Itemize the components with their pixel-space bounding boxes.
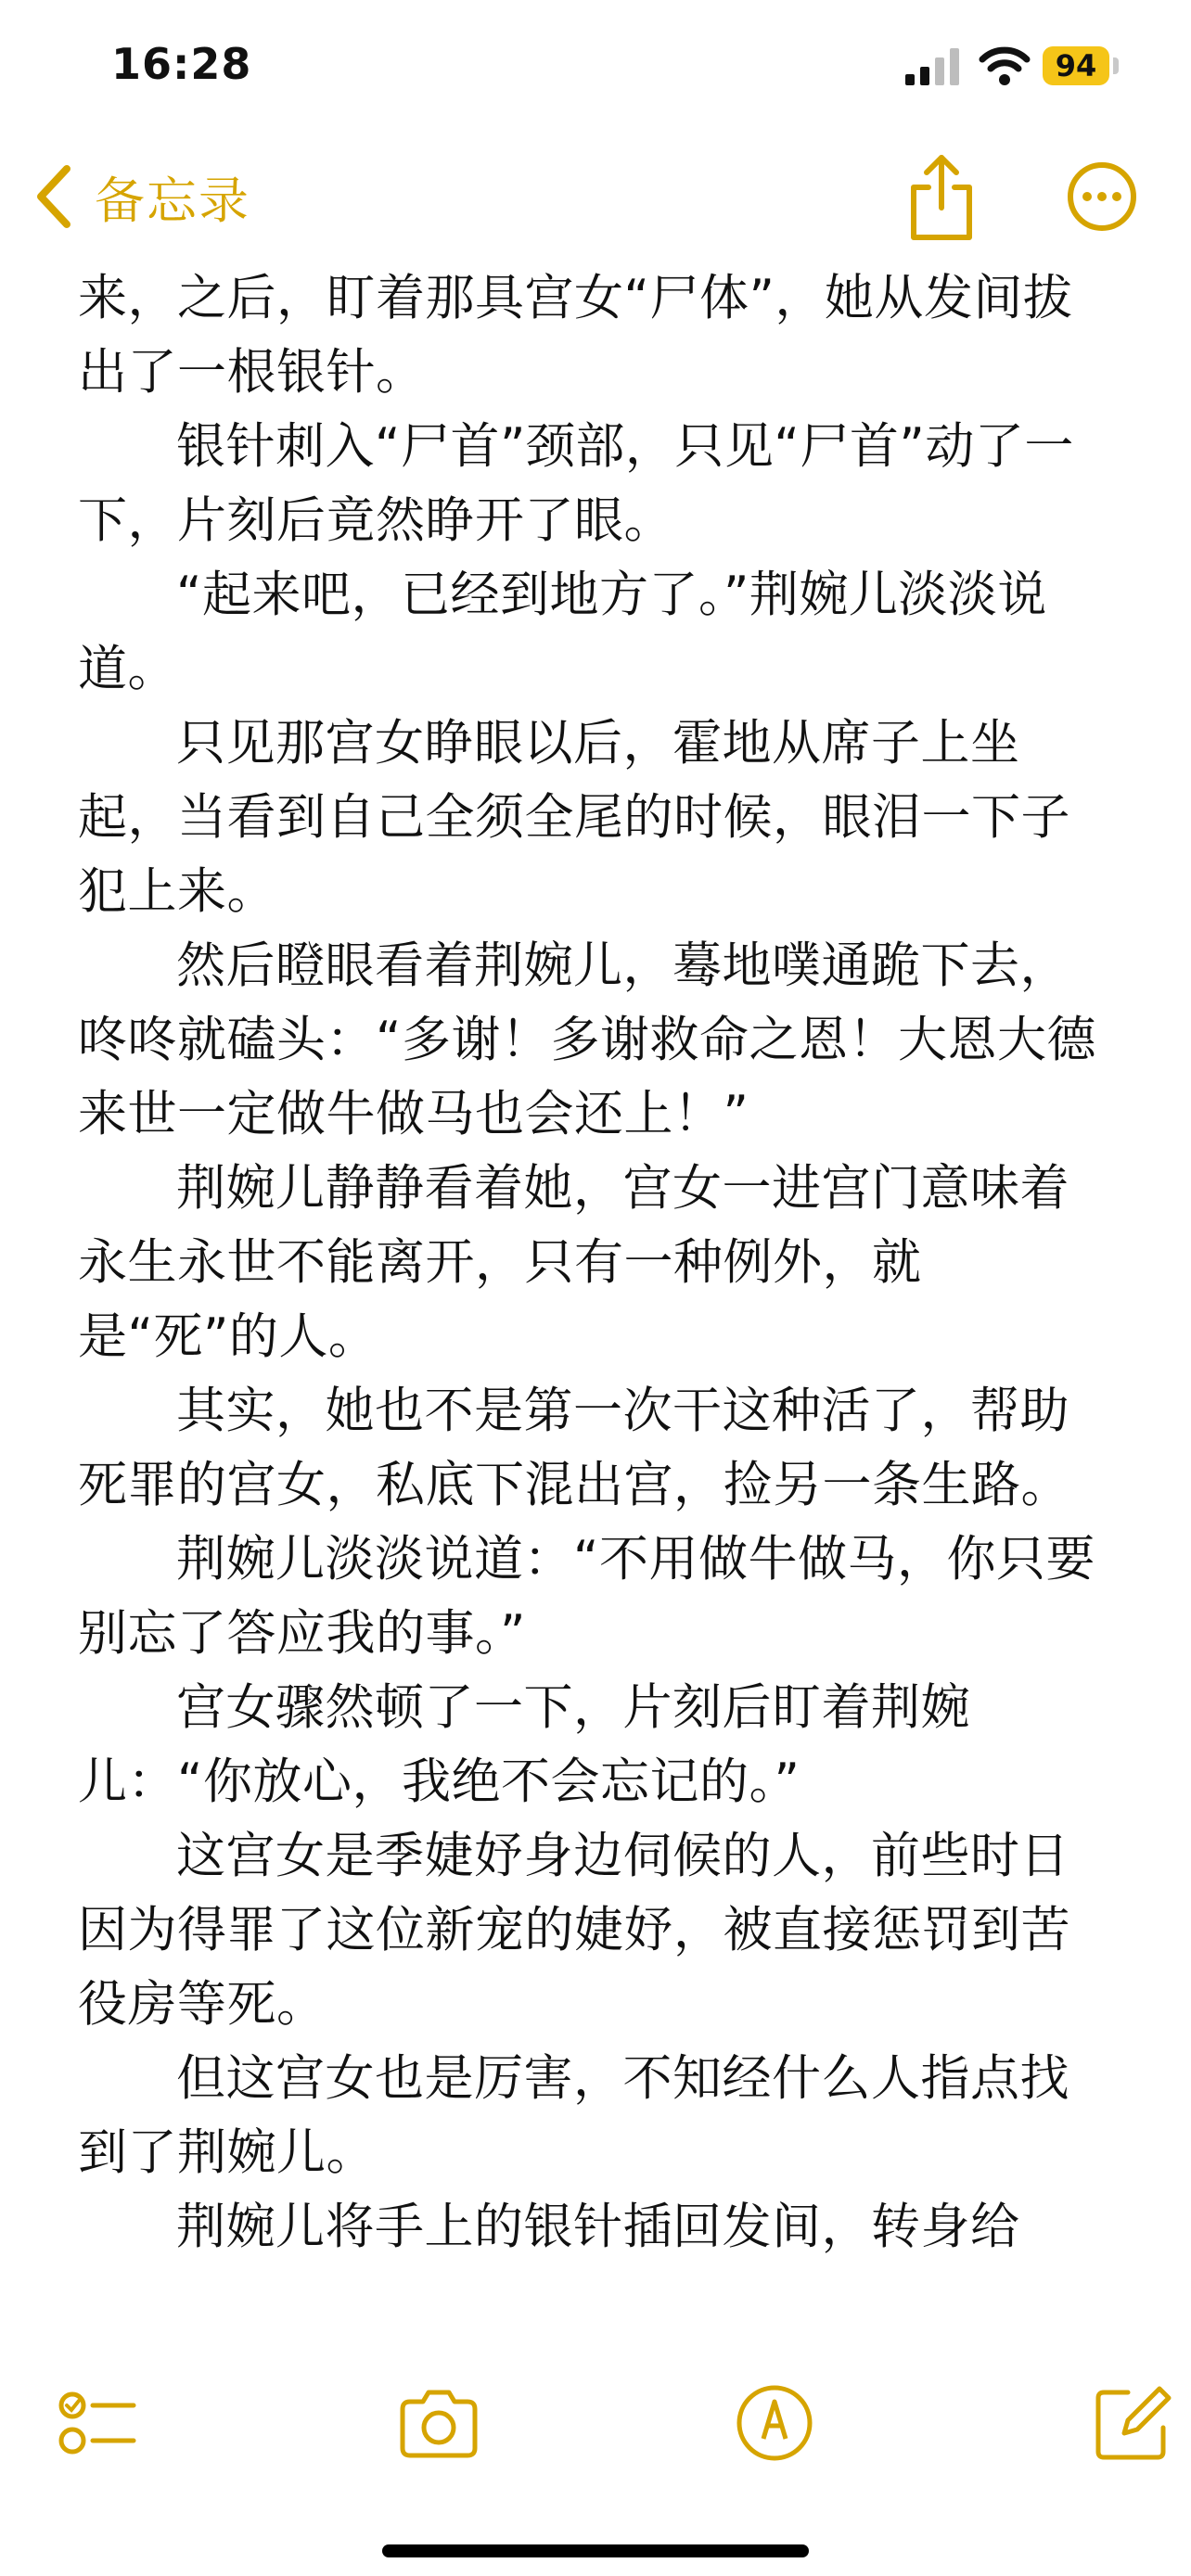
navigation-bar [0,139,1191,260]
scrolled-text-below [78,2337,1117,2576]
note-body[interactable] [78,261,1117,2346]
home-indicator [382,2544,809,2557]
note-paragraph: 荆婉儿静静看着她，宫女一进宫门意味着永生永世不能离开，只有一种例外，就是“死”的人。 [78,1160,1069,1365]
note-paragraph: 来，之后，盯着那具宫女“尸体”，她从发间拔出了一根银针。 [78,270,1073,401]
note-paragraph: 荆婉儿将手上的银针插回发间，转身给 [176,2199,1020,2255]
battery-indicator: 94 [1043,46,1109,85]
note-paragraph: 银针刺入“尸首”颈部，只见“尸首”动了一下，片刻后竟然睁开了眼。 [78,418,1074,549]
note-paragraph: 宫女骤然顿了一下，片刻后盯着荆婉儿：“你放心，我绝不会忘记的。” [78,1679,970,1810]
note-paragraph: 这宫女是季婕妤身边伺候的人，前些时日因为得罪了这位新宠的婕妤，被直接惩罚到苦役房等死。 [78,1828,1070,2033]
note-paragraph: 然后瞪眼看着荆婉儿，蓦地噗通跪下去，咚咚就磕头：“多谢！多谢救命之恩！大恩大德来世一定做牛做马也会还上！” [78,937,1096,1142]
status-time: 16:28 [111,39,252,89]
note-paragraph: “起来吧，已经到地方了。”荆婉儿淡淡说道。 [78,567,1047,697]
back-button[interactable] [33,159,250,234]
note-paragraph: 荆婉儿淡淡说道：“不用做牛做马，你只要别忘了答应我的事。” [78,1531,1095,1662]
note-paragraph: 其实，她也不是第一次干这种活了，帮助死罪的宫女，私底下混出宫，捡另一条生路。 [78,1383,1070,1513]
more-options-icon[interactable] [1065,159,1139,234]
note-paragraph: 只见那宫女睁眼以后，霍地从席子上坐起，当看到自己全须全尾的时候，眼泪一下子犯上来。 [78,715,1070,920]
chevron-left-icon [33,163,78,230]
note-paragraph: 但这宫女也是厉害，不知经什么人指点找到了荆婉儿。 [78,2050,1069,2181]
back-button-label: 备忘录 [95,171,250,230]
share-icon[interactable] [904,150,979,243]
